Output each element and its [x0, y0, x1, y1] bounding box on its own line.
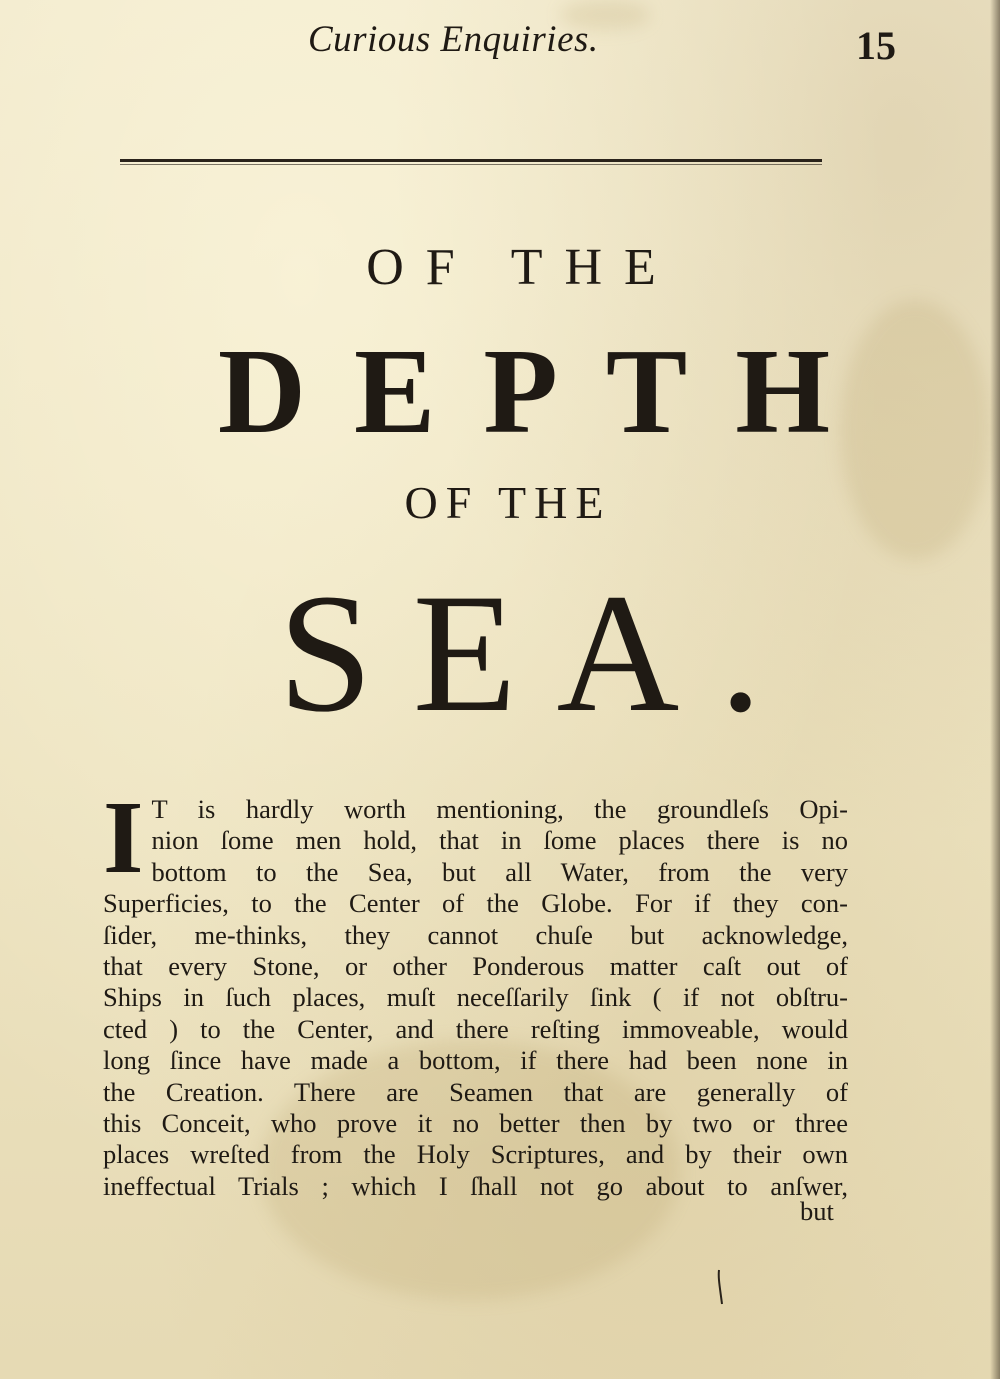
header-rule — [120, 159, 822, 162]
text-line: ineffectual Trials ; which I ſhall not go about to anſwer, — [103, 1170, 848, 1201]
text-line: that every Stone, or other Ponderous matter caſt out of — [103, 951, 848, 982]
text-line: the Creation. There are Seamen that are generally of — [103, 1076, 848, 1107]
text-line: nion ſome men hold, that in ſome places there is no — [151, 825, 848, 856]
title-line-depth: DEPTH — [217, 324, 879, 459]
running-title: Curious Enquiries. — [308, 19, 599, 60]
title-line-of-the: OF THE — [366, 239, 678, 296]
text-line: this Conceit, who prove it no better then by two or three — [103, 1108, 848, 1139]
text-line: bottom to the Sea, but all Water, from the very — [151, 856, 848, 887]
text-line: T is hardly worth mentioning, the groundleſs Opi- — [151, 794, 848, 824]
running-head — [0, 18, 1000, 68]
page-number: 15 — [856, 23, 896, 68]
text-line: long ſince have made a bottom, if there had been none in — [103, 1045, 848, 1076]
title-line-of-the-2: OF THE — [404, 477, 612, 528]
catchword: but — [800, 1196, 834, 1226]
header-rule-thin — [120, 164, 822, 165]
title-line-sea: SEA. — [278, 559, 802, 747]
text-line: places wreſted from the Holy Scriptures, and by their own — [103, 1139, 848, 1170]
text-line: ſider, me-thinks, they cannot chuſe but acknowledge, — [103, 919, 848, 950]
drop-cap: I — [103, 780, 144, 895]
text-line: Ships in ſuch places, muſt neceſſarily ſink ( if not obſtru- — [103, 982, 848, 1013]
pen-mark — [716, 1268, 724, 1306]
text-line: Superficies, to the Center of the Globe. For if they con- — [103, 888, 848, 919]
text-line: cted ) to the Center, and there reſting immoveable, would — [103, 1013, 848, 1044]
body-paragraph — [103, 780, 848, 1202]
